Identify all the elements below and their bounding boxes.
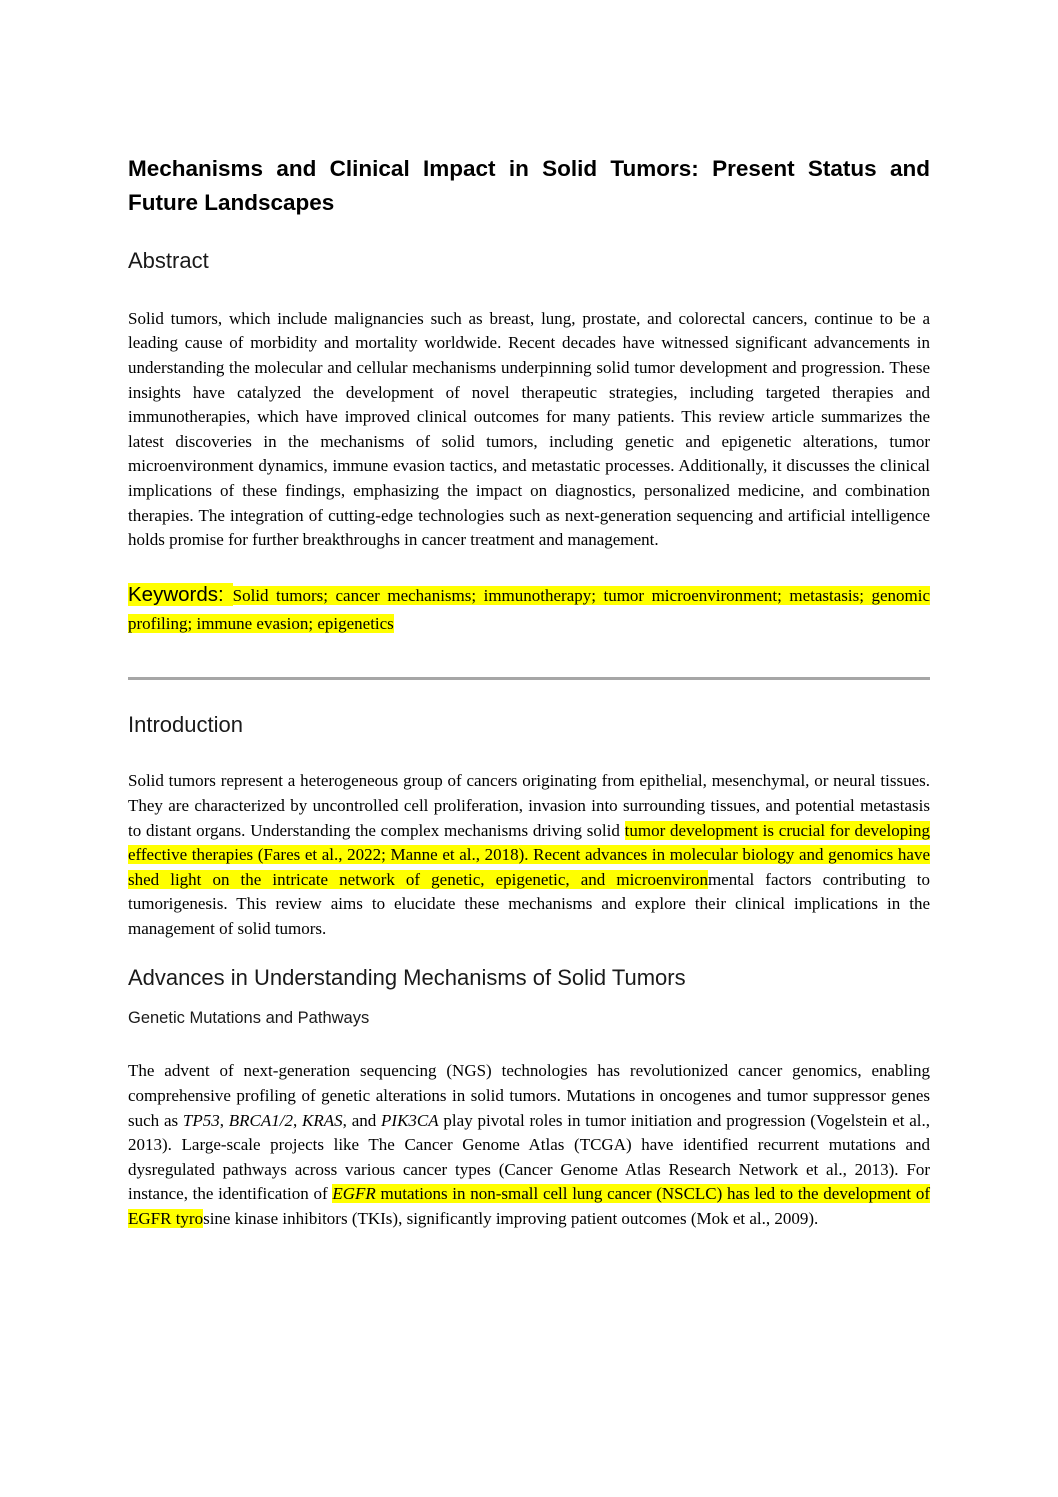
heading-advances: Advances in Understanding Mechanisms of Solid Tumors [128,965,686,991]
text-run: Solid tumors represent a heterogeneous group of cancers originating from epithelial, mesenchymal, or neural tissues. They are characterized by uncontrolled cell proliferation, invasion into surrounding tissues, and potential metastasis to distant organs. Understanding the complex mechanisms driving solid [128,771,930,840]
text-run: , [293,1110,303,1130]
subheading-genetic-mutations: Genetic Mutations and Pathways [128,1008,370,1027]
text-run: The advent of next-generation sequencing (NGS) technologies has revolutionized cancer genomics, enabling comprehensive profiling of genetic alterations in solid tumors. Mutations in oncogenes and tumor suppressor genes such as [128,1061,930,1130]
heading-abstract: Abstract [128,247,209,273]
page-title: Mechanisms and Clinical Impact in Solid Tumors: Present Status and Future Landscapes [128,156,930,215]
section-divider [128,677,930,680]
keywords-list: Solid tumors; cancer mechanisms; immunotherapy; tumor microenvironment; metastasis; genomic profiling; immune evasion; epigenetics [128,585,931,633]
text-run: mental factors contributing to tumorigenesis. This review aims to elucidate these mechanisms and explore their clinical implications in the management of solid tumors. [128,869,931,938]
keywords-label: Keywords: [128,582,233,606]
text-run: play pivotal roles in tumor initiation and progression (Vogelstein et al., 2013). Large-scale projects like The Cancer Genome Atlas (TCGA) have identified recurrent mutations and dysregulated pathways across various cancer types (Cancer Genome Atlas Research Network et al., 2013). For instance, the identification of [128,1110,931,1204]
text-run: sine kinase inhibitors (TKIs), significantly improving patient outcomes (Mok et al., 2009). [203,1208,819,1228]
text-run: EGFR [332,1184,376,1204]
text-run: KRAS [302,1110,343,1130]
text-run: , and [342,1110,382,1130]
text-run: Solid tumors, which include malignancies such as breast, lung, prostate, and colorectal cancers, continue to be a leading cause of morbidity and mortality worldwide. Recent decades have witnessed significant advancements in understanding the molecular and cellular mechanisms underpinning solid tumor development and progression. These insights have catalyzed the development of novel therapeutic strategies, including targeted therapies and immunotherapies, which have improved clinical outcomes for many patients. This review article summarizes the latest discoveries in the mechanisms of solid tumors, including genetic and epigenetic alterations, tumor microenvironment dynamics, immune evasion tactics, and metastatic processes. Additionally, it discusses the clinical implications of these findings, emphasizing the impact on diagnostics, personalized medicine, and combination therapies. The integration of cutting-edge technologies such as next-generation sequencing and artificial intelligence holds promise for further breakthroughs in cancer treatment and management. [128,308,930,550]
text-run: BRCA1/2 [228,1110,293,1130]
genetic-mutations-paragraph [128,1059,930,1231]
text-run: mutations in non-small cell lung cancer (NSCLC) has led to the development of EGFR tyro [128,1184,930,1228]
abstract-paragraph [128,307,930,553]
heading-introduction: Introduction [128,711,243,737]
text-run: tumor development is crucial for developing effective therapies (Fares et al., 2022; Manne et al., 2018). Recent advances in molecular biology and genomics have shed light on the intricate network of genetic, epigenetic, and microenviron [128,820,931,889]
introduction-paragraph [128,769,930,941]
keywords-block [128,579,930,637]
text-run: PIK3CA [381,1110,439,1130]
text-run: , [219,1110,229,1130]
text-run: TP53 [182,1110,220,1130]
